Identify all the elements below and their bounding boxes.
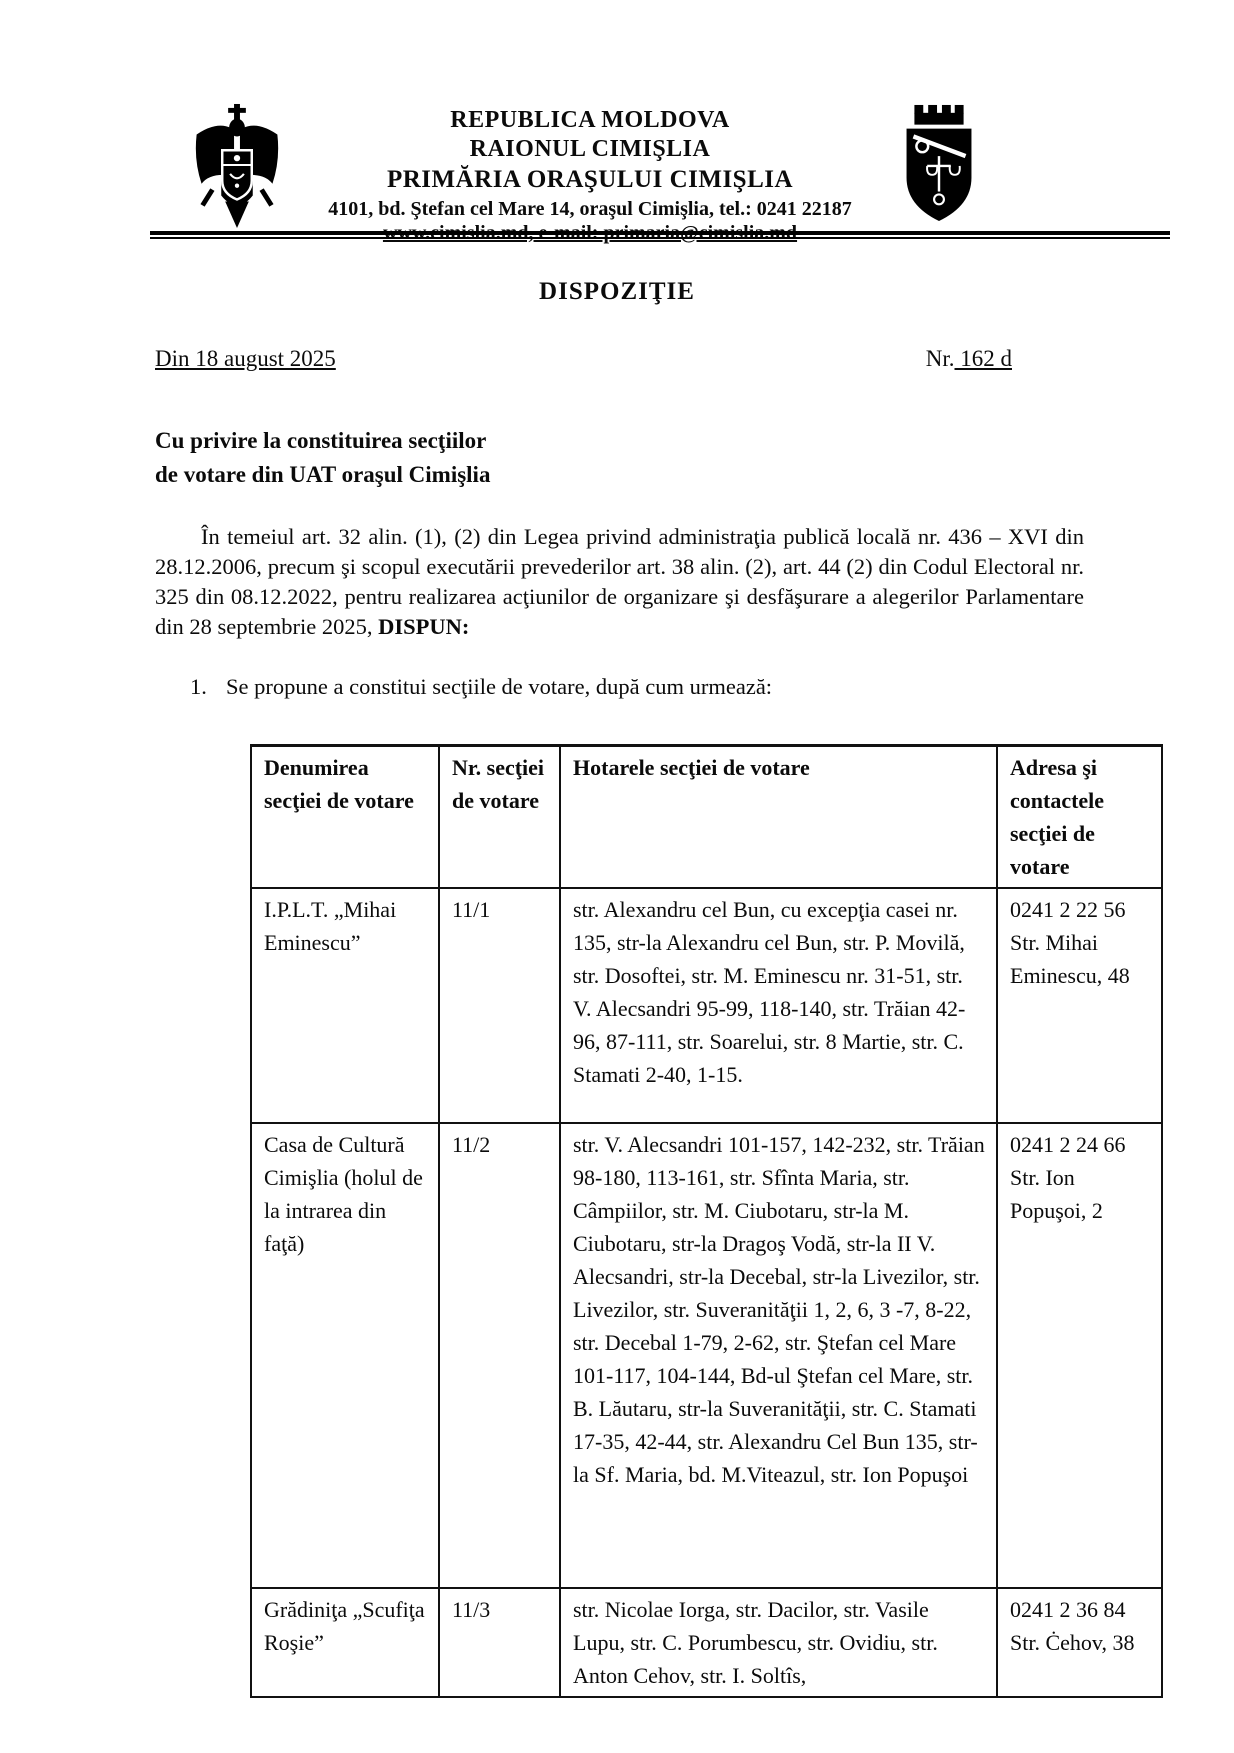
document-title: DISPOZIŢIE	[539, 278, 695, 305]
body-paragraph	[155, 522, 1084, 642]
document-date: Din 18 august 2025	[155, 346, 336, 371]
col-header-address: Adresa şi contactele secţiei de votare	[997, 746, 1162, 889]
letterhead-divider	[150, 231, 1170, 239]
cell-section-name: Grădiniţa „Scufiţa Roşie”	[251, 1588, 439, 1697]
document-number-label: Nr.	[925, 346, 955, 371]
cell-section-boundaries: str. V. Alecsandri 101-157, 142-232, str. Trăian 98-180, 113-161, str. Sfînta Maria, str. Câmpiilor, str. M. Ciubotaru, str-la M. Ciubotaru, str-la Dragoş Vodă, str-la II V. Alecsandri, str-la Decebal, str-la Livezilor, str. Livezilor, str. Suveranităţii 1, 2, 6, 3 -7, 8-22, str. Decebal 1-79, 2-62, str. Ştefan cel Mare 101-117, 104-144, Bd-ul Ştefan cel Mare, str. B. Lăutaru, str-la Suveranităţii, str. C. Stamati 17-35, 42-44, str. Alexandru Cel Bun 135, str-la Sf. Maria, bd. M.Viteazul, str. Ion Popuşoi	[560, 1123, 997, 1588]
document-subject: Cu privire la constituirea secţiilor de votare din UAT oraşul Cimişlia	[155, 428, 491, 487]
letterhead-text	[300, 106, 880, 246]
dispun-label: DISPUN:	[378, 614, 470, 639]
list-item-1	[190, 672, 1084, 702]
document-number	[926, 346, 1012, 372]
cell-section-name: Casa de Cultură Cimişlia (holul de la intrarea din faţă)	[251, 1123, 439, 1588]
table-row	[251, 1123, 1162, 1588]
letterhead	[0, 0, 1234, 245]
cell-section-name: I.P.L.T. „Mihai Eminescu”	[251, 888, 439, 1123]
voting-sections-table	[250, 744, 1163, 1698]
cimislia-coat-of-arms-icon	[898, 103, 980, 223]
country-name: REPUBLICA MOLDOVA	[450, 107, 730, 133]
col-header-number: Nr. secţiei de votare	[439, 746, 560, 889]
moldova-coat-of-arms-icon	[192, 103, 282, 229]
cell-section-boundaries: str. Alexandru cel Bun, cu excepţia casei nr. 135, str-la Alexandru cel Bun, str. P. Movilă, str. Dosoftei, str. M. Eminescu nr. 31-51, str. V. Alecsandri 95-99, 118-140, str. Trăian 42-96, 87-111, str. Soarelui, str. 8 Martie, str. C. Stamati 2-40, 1-15.	[560, 888, 997, 1123]
cell-section-address: 0241 2 22 56 Str. Mihai Eminescu, 48	[997, 888, 1162, 1123]
institution-contacts-link: www.cimislia.md, e-mail: primaria@cimislia.md	[382, 222, 798, 245]
col-header-boundaries: Hotarele secţiei de votare	[560, 746, 997, 889]
district-name: RAIONUL CIMIŞLIA	[469, 136, 711, 163]
institution-address: 4101, bd. Ştefan cel Mare 14, oraşul Cimişlia, tel.: 0241 22187	[328, 198, 852, 221]
table-header-row	[251, 746, 1162, 889]
table-row	[251, 888, 1162, 1123]
list-item-text: Se propune a constitui secţiile de votare, după cum urmează:	[226, 674, 773, 699]
list-item-number: 1.	[190, 674, 207, 699]
date-number-row	[155, 346, 1012, 372]
institution-name: PRIMĂRIA ORAŞULUI CIMIŞLIA	[386, 165, 794, 193]
table-row	[251, 1588, 1162, 1697]
cell-section-address: 0241 2 24 66 Str. Ion Popuşoi, 2	[997, 1123, 1162, 1588]
cell-section-address: 0241 2 36 84 Str. Ċehov, 38	[997, 1588, 1162, 1697]
document-number-value: 162 d	[954, 346, 1012, 371]
body-paragraph-text: În temeiul art. 32 alin. (1), (2) din Legea privind administraţia publică locală nr. 436 – XVI din 28.12.2006, precum şi scopul executării prevederilor art. 38 alin. (2), art. 44 (2) din Codul Electoral nr. 325 din 08.12.2022, pentru realizarea acţiunilor de organizare şi desfăşurare a alegerilor Parlamentare din 28 septembrie 2025,	[155, 524, 1084, 639]
cell-section-number: 11/1	[439, 888, 560, 1123]
cell-section-number: 11/3	[439, 1588, 560, 1697]
cell-section-boundaries: str. Nicolae Iorga, str. Dacilor, str. Vasile Lupu, str. C. Porumbescu, str. Ovidiu, str. Anton Cehov, str. I. Soltîs,	[560, 1588, 997, 1697]
cell-section-number: 11/2	[439, 1123, 560, 1588]
col-header-name: Denumirea secţiei de votare	[251, 746, 439, 889]
